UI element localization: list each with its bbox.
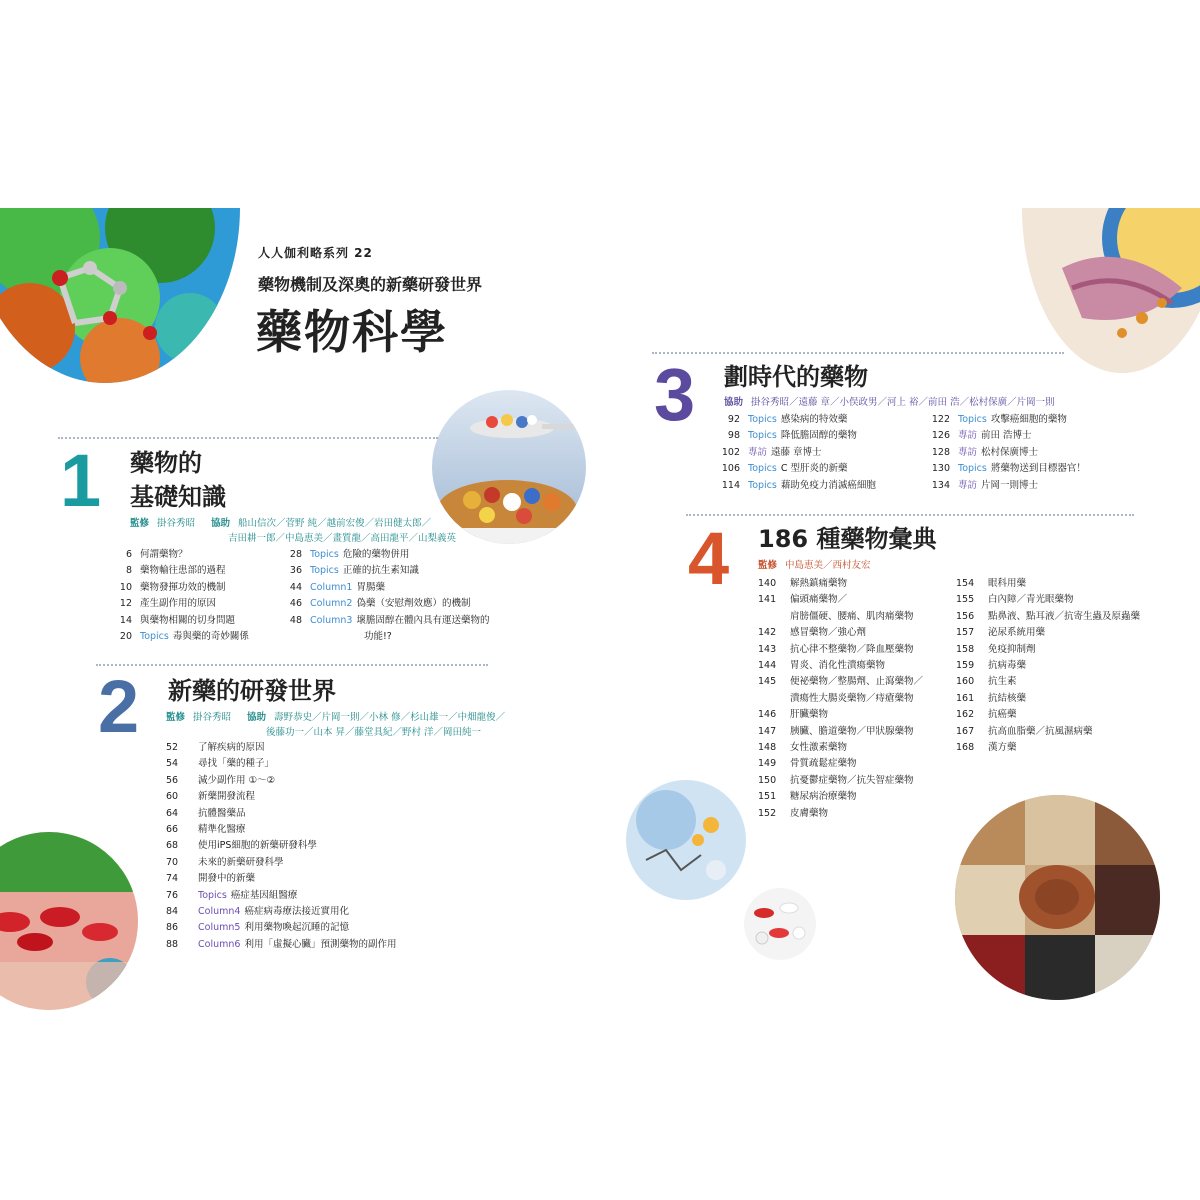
page-number: 145 <box>758 676 777 688</box>
toc-entry[interactable] <box>758 625 923 641</box>
section-3-toc-col2 <box>922 412 1086 494</box>
page-number: 66 <box>166 824 179 836</box>
page-number: 150 <box>758 774 777 786</box>
entry-tag: Topics <box>198 889 227 901</box>
page-number: 146 <box>758 709 777 721</box>
assist-names-1: 船山信次／菅野 純／越前宏俊／岩田健太郎／ <box>238 518 432 529</box>
section-4-toc-col2 <box>956 576 1140 756</box>
entry-tag: 專訪 <box>958 446 978 458</box>
entry-tag: Topics <box>958 414 987 425</box>
section-1-toc-col1 <box>104 547 249 645</box>
section-4-number: 4 <box>688 517 730 600</box>
section-2-credits <box>166 710 506 740</box>
toc-entry[interactable] <box>166 773 396 789</box>
toc-entry[interactable] <box>956 724 1140 740</box>
page-number: 144 <box>758 660 777 672</box>
page-number: 60 <box>166 791 179 803</box>
toc-entry[interactable] <box>922 478 1086 494</box>
entry-title: 將藥物送到目標器官！ <box>990 463 1086 475</box>
entry-title: 精準化醫療 <box>198 824 246 836</box>
toc-entry[interactable] <box>758 773 923 789</box>
series-label: 人人伽利略系列 22 <box>258 246 373 260</box>
toc-entry[interactable] <box>712 428 876 444</box>
entry-title: 藉助免疫力消滅癌細胞 <box>780 479 876 491</box>
entry-title: 攻擊癌細胞的藥物 <box>990 414 1067 425</box>
page-number: 6 <box>125 549 132 560</box>
section-1-title-line1: 藥物的 <box>130 449 202 477</box>
entry-title: 免疫抑制劑 <box>988 643 1036 655</box>
entry-title: C 型肝炎的新藥 <box>780 463 848 475</box>
toc-entry[interactable] <box>758 724 923 740</box>
toc-entry[interactable] <box>956 691 1140 707</box>
toc-entry[interactable] <box>166 920 396 936</box>
assist-label: 協助 <box>247 712 267 723</box>
toc-entry[interactable] <box>104 563 249 579</box>
entry-title: 尋找「藥的種子」 <box>198 758 275 770</box>
toc-entry[interactable] <box>166 756 396 772</box>
page-number: 159 <box>956 660 975 672</box>
section-4-title: 186 種藥物彙典 <box>758 525 937 553</box>
toc-entry[interactable] <box>922 461 1086 477</box>
toc-entry[interactable] <box>104 596 249 612</box>
entry-title: 危險的藥物併用 <box>342 549 410 560</box>
toc-entry[interactable] <box>104 580 249 596</box>
page-number: 64 <box>166 807 179 819</box>
entry-title: 正確的抗生素知識 <box>342 565 419 577</box>
page-number: 149 <box>758 758 777 770</box>
entry-tag: Topics <box>748 414 777 425</box>
page-number: 48 <box>289 614 302 626</box>
entry-tag: Topics <box>958 463 987 475</box>
supervisor-name: 掛谷秀昭 <box>157 518 196 529</box>
toc-entry[interactable] <box>712 478 876 494</box>
entry-title: 抗結核藥 <box>988 692 1027 704</box>
toc-entry[interactable] <box>104 613 249 629</box>
toc-entry[interactable] <box>758 576 923 592</box>
page-number: 157 <box>956 627 975 639</box>
page-number: 161 <box>956 692 975 704</box>
page-number: 44 <box>289 581 302 593</box>
section-1-toc-col2 <box>274 547 489 645</box>
page-number: 56 <box>166 774 179 786</box>
section-3-credits <box>724 395 1074 410</box>
page-number: 8 <box>125 565 132 577</box>
page-number: 160 <box>956 676 975 688</box>
toc-entry-continuation <box>274 629 489 645</box>
page-number: 154 <box>956 578 975 589</box>
page-number: 14 <box>119 614 132 626</box>
entry-title: 女性激素藥物 <box>790 742 848 754</box>
entry-tag: 專訪 <box>748 446 768 458</box>
entry-title: 解熱鎮痛藥物 <box>790 578 848 589</box>
toc-entry[interactable] <box>274 613 489 629</box>
supervisor-name: 中島恵美／西村友宏 <box>785 560 871 571</box>
page-number: 147 <box>758 725 777 737</box>
page-number: 52 <box>166 742 179 753</box>
toc-entry[interactable] <box>922 445 1086 461</box>
cell-organelle-illustration <box>1022 208 1200 373</box>
page-number: 102 <box>721 446 740 458</box>
supervisor-label: 監修 <box>758 560 778 571</box>
entry-title: 癌症病毒療法接近實用化 <box>244 906 349 918</box>
toc-entry[interactable] <box>758 707 923 723</box>
page-number: 36 <box>289 565 302 577</box>
assist-names-2: 後藤功一／山本 昇／藤堂具紀／野村 洋／岡田純一 <box>266 727 482 738</box>
page-number: 28 <box>289 549 302 560</box>
page-number: 74 <box>166 873 179 885</box>
page-number: 114 <box>721 479 740 491</box>
page-number: 142 <box>758 627 777 639</box>
supervisor-name: 掛谷秀昭 <box>193 712 232 723</box>
entry-tag: Column6 <box>198 938 241 950</box>
entry-title: 產生副作用的原因 <box>140 598 217 610</box>
toc-entry[interactable] <box>104 629 249 645</box>
capsules-photo <box>744 888 816 960</box>
entry-tag: 專訪 <box>958 430 978 442</box>
page-number: 168 <box>956 742 975 754</box>
book-title: 藥物科學 <box>256 305 448 359</box>
toc-entry[interactable] <box>758 642 923 658</box>
entry-tag: Topics <box>748 479 777 491</box>
section-3-divider <box>652 352 1064 354</box>
entry-tag: Column3 <box>310 614 353 626</box>
page-number: 12 <box>119 598 132 610</box>
entry-title: 肝臟藥物 <box>790 709 829 721</box>
section-4-credits <box>758 558 1058 573</box>
entry-title: 抗病毒藥 <box>988 660 1027 672</box>
page-number: 46 <box>289 598 302 610</box>
page-number: 106 <box>721 463 740 475</box>
entry-title: 片岡一則博士 <box>981 479 1039 491</box>
toc-entry[interactable] <box>956 658 1140 674</box>
entry-title: 減少副作用 ①～② <box>198 774 276 786</box>
entry-title: 與藥物相關的切身問題 <box>140 614 236 626</box>
page-number: 68 <box>166 840 179 852</box>
section-2-title: 新藥的研發世界 <box>168 677 336 705</box>
entry-title: 便祕藥物／整腸劑、止瀉藥物／ <box>790 676 924 688</box>
toc-entry[interactable] <box>274 596 489 612</box>
entry-title: 藥物發揮功效的機制 <box>140 581 226 593</box>
toc-entry[interactable] <box>712 412 876 428</box>
page-number: 128 <box>931 446 950 458</box>
section-2-divider <box>96 664 488 666</box>
page-number <box>758 609 782 625</box>
toc-entry[interactable] <box>166 838 396 854</box>
entry-title: 利用「虛擬心臟」預測藥物的副作用 <box>244 938 397 950</box>
toc-entry[interactable] <box>712 445 876 461</box>
toc-entry[interactable] <box>166 789 396 805</box>
entry-tag: Topics <box>310 549 339 560</box>
toc-entry[interactable] <box>956 707 1140 723</box>
entry-title: 肩膀僵硬、腰痛、肌肉痛藥物 <box>790 610 914 622</box>
section-3-number: 3 <box>654 353 696 436</box>
entry-title: 抗高血脂藥／抗風濕病藥 <box>988 725 1093 737</box>
toc-entry[interactable] <box>922 412 1086 428</box>
entry-title: 偽藥（安慰劑效應）的機制 <box>356 598 471 610</box>
entry-title: 毒與藥的奇妙關係 <box>172 631 249 643</box>
page-number: 10 <box>119 581 132 593</box>
toc-entry[interactable] <box>104 547 249 563</box>
entry-title: 胃腸藥 <box>356 581 385 593</box>
molecular-structure-illustration <box>626 780 746 900</box>
blood-vessel-illustration <box>0 832 138 1010</box>
toc-entry[interactable] <box>758 789 923 805</box>
entry-title: 糖尿病治療藥物 <box>790 791 857 803</box>
entry-title: 了解疾病的原因 <box>198 742 265 753</box>
toc-entry[interactable] <box>956 674 1140 690</box>
entry-title: 潰瘍性大腸炎藥物／痔瘡藥物 <box>790 692 914 704</box>
page-number: 152 <box>758 807 777 819</box>
toc-entry-continuation <box>758 691 923 707</box>
page-number: 148 <box>758 742 777 754</box>
book-subtitle: 藥物機制及深奧的新藥研發世界 <box>258 275 483 294</box>
entry-title: 利用藥物喚起沉睡的記憶 <box>244 922 349 934</box>
entry-tag: Column5 <box>198 922 241 934</box>
entry-title: 開發中的新藥 <box>198 873 256 885</box>
entry-title: 眼科用藥 <box>988 578 1027 589</box>
page-number: 155 <box>956 594 975 606</box>
supervisor-label: 監修 <box>166 712 186 723</box>
toc-entry[interactable] <box>956 642 1140 658</box>
toc-entry[interactable] <box>166 937 396 953</box>
entry-title: 偏頭痛藥物／ <box>790 594 848 606</box>
section-4-divider <box>686 514 1134 516</box>
entry-title: 漢方藥 <box>988 742 1017 754</box>
page-number: 86 <box>166 922 179 934</box>
section-4-toc-col1 <box>758 576 923 822</box>
toc-entry[interactable] <box>274 580 489 596</box>
toc-entry[interactable] <box>712 461 876 477</box>
section-3-title: 劃時代的藥物 <box>724 363 868 391</box>
page-number: 143 <box>758 643 777 655</box>
entry-tag: Column4 <box>198 906 241 918</box>
assist-names-1: 掛谷秀昭／遠藤 章／小俣政男／河上 裕／前田 浩／松村保廣／片岡一則 <box>751 397 1055 408</box>
entry-title: 抗體醫藥品 <box>198 807 246 819</box>
toc-entry[interactable] <box>922 428 1086 444</box>
entry-title: 抗憂鬱症藥物／抗失智症藥物 <box>790 774 914 786</box>
assist-label: 協助 <box>211 518 231 529</box>
page-number: 98 <box>727 430 740 442</box>
page-number: 130 <box>931 463 950 475</box>
toc-entry[interactable] <box>166 904 396 920</box>
assist-names-1: 壽野恭史／片岡一則／小林 修／杉山雄一／中畑龍俊／ <box>274 712 506 723</box>
section-2-toc <box>166 740 396 953</box>
entry-title: 抗癌藥 <box>988 709 1017 721</box>
toc-entry[interactable] <box>758 658 923 674</box>
entry-title: 點鼻液、點耳液／抗寄生蟲及原蟲藥 <box>988 610 1141 622</box>
page-number: 88 <box>166 938 179 950</box>
section-1-number: 1 <box>60 439 102 522</box>
toc-entry[interactable] <box>956 740 1140 756</box>
entry-title: 泌尿系統用藥 <box>988 627 1046 639</box>
entry-tag: 專訪 <box>958 479 978 491</box>
entry-title: 壞膽固醇在體內具有運送藥物的 <box>356 614 490 626</box>
entry-title: 未來的新藥研發科學 <box>198 856 284 868</box>
assist-names-2: 吉田耕一郎／中島恵美／畫質龍／高田龍平／山梨義英 <box>228 533 457 544</box>
entry-title: 皮膚藥物 <box>790 807 829 819</box>
toc-entry[interactable] <box>758 740 923 756</box>
supervisor-label: 監修 <box>130 518 150 529</box>
toc-entry[interactable] <box>166 855 396 871</box>
entry-title: 胃炎、消化性潰瘍藥物 <box>790 660 886 672</box>
toc-entry[interactable] <box>956 576 1140 592</box>
entry-tag: Column1 <box>310 581 353 593</box>
toc-entry[interactable] <box>166 740 396 756</box>
section-1-divider <box>58 437 438 439</box>
toc-entry[interactable] <box>166 822 396 838</box>
section-3-toc-col1 <box>712 412 876 494</box>
entry-tag: Topics <box>140 631 169 643</box>
page-number: 122 <box>931 414 950 425</box>
page-number: 92 <box>727 414 740 425</box>
page-number: 140 <box>758 578 777 589</box>
page-number: 156 <box>956 610 975 622</box>
toc-entry[interactable] <box>758 756 923 772</box>
entry-title: 何謂藥物？ <box>140 549 188 560</box>
entry-title: 抗生素 <box>988 676 1017 688</box>
entry-title: 感冒藥物／強心劑 <box>790 627 867 639</box>
page-number: 70 <box>166 856 179 868</box>
toc-entry[interactable] <box>956 592 1140 608</box>
toc-entry[interactable] <box>956 609 1140 625</box>
section-2-number: 2 <box>98 665 140 748</box>
entry-title: 降低膽固醇的藥物 <box>780 430 857 442</box>
entry-title: 遠藤 章博士 <box>771 446 822 458</box>
section-1-title-line2: 基礎知識 <box>130 483 226 511</box>
toc-entry[interactable] <box>166 871 396 887</box>
entry-title: 抗心律不整藥物／降血壓藥物 <box>790 643 914 655</box>
herbal-medicine-photo <box>955 795 1160 1000</box>
entry-title: 感染病的特效藥 <box>780 414 848 425</box>
page-number: 141 <box>758 594 777 606</box>
entry-title: 新藥開發流程 <box>198 791 256 803</box>
entry-title: 功能!? <box>364 631 392 643</box>
page-number: 126 <box>931 430 950 442</box>
entry-tag: Topics <box>748 463 777 475</box>
entry-title: 松村保廣博士 <box>981 446 1039 458</box>
entry-tag: Topics <box>748 430 777 442</box>
section-1-credits <box>130 516 460 546</box>
page-number: 84 <box>166 906 179 918</box>
toc-entry[interactable] <box>274 563 489 579</box>
page-number: 158 <box>956 643 975 655</box>
page-number <box>274 629 302 645</box>
toc-entry[interactable] <box>166 806 396 822</box>
page-number: 167 <box>956 725 975 737</box>
page-number: 151 <box>758 791 777 803</box>
entry-tag: Topics <box>310 565 339 577</box>
toc-entry[interactable] <box>166 888 396 904</box>
toc-entry[interactable] <box>758 674 923 690</box>
entry-title: 藥物輸往患部的過程 <box>140 565 226 577</box>
page-number <box>758 691 782 707</box>
entry-title: 癌症基因組醫療 <box>230 889 298 901</box>
entry-title: 前田 浩博士 <box>981 430 1032 442</box>
entry-tag: Column2 <box>310 598 353 610</box>
assist-label: 協助 <box>724 397 744 408</box>
page-number: 20 <box>119 631 132 643</box>
entry-title: 胰臟、膽道藥物／甲狀腺藥物 <box>790 725 914 737</box>
toc-entry-continuation <box>758 609 923 625</box>
toc-entry[interactable] <box>758 806 923 822</box>
toc-entry[interactable] <box>758 592 923 608</box>
page-number: 76 <box>166 889 179 901</box>
entry-title: 使用iPS細胞的新藥研發科學 <box>198 840 317 852</box>
entry-title: 骨質疏鬆症藥物 <box>790 758 857 770</box>
toc-entry[interactable] <box>274 547 489 563</box>
page-number: 54 <box>166 758 179 770</box>
molecule-illustration <box>0 208 240 383</box>
page-number: 162 <box>956 709 975 721</box>
toc-entry[interactable] <box>956 625 1140 641</box>
entry-title: 白內障／青光眼藥物 <box>988 594 1074 606</box>
page-number: 134 <box>931 479 950 491</box>
